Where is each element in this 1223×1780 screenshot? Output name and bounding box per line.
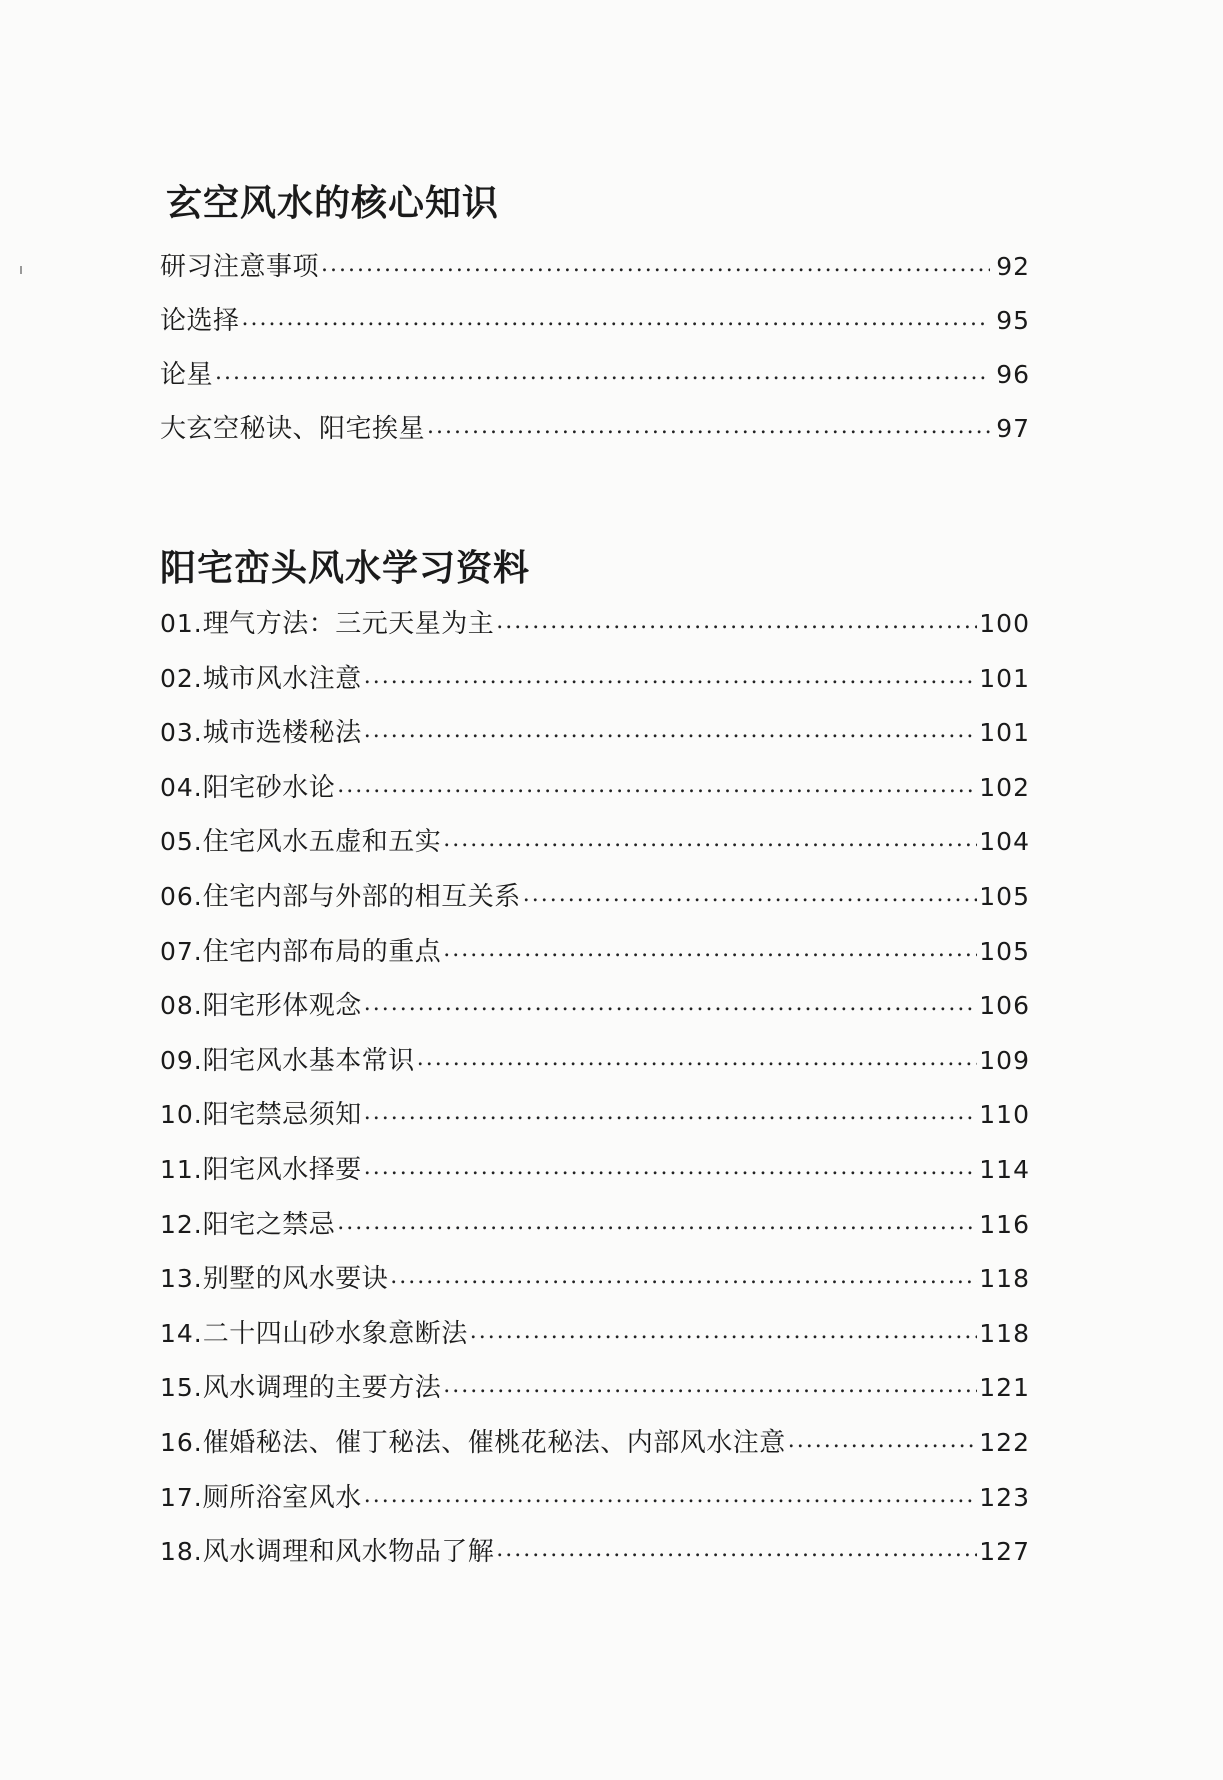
dot-leader — [242, 309, 990, 329]
toc-entry-number: 05. — [160, 827, 203, 857]
toc-entry-number: 10. — [160, 1100, 203, 1130]
toc-entry-title: 二十四山砂水象意断法 — [202, 1318, 468, 1349]
toc-entry-title: 风水调理的主要方法 — [202, 1373, 442, 1404]
toc-entry-page: 105 — [979, 881, 1030, 911]
toc-entry-page: 101 — [979, 718, 1030, 748]
toc-entry-title: 阳宅禁忌须知 — [202, 1100, 362, 1131]
toc-entry-number: 08. — [160, 991, 203, 1021]
section-title: 阳宅峦头风水学习资料 — [160, 548, 531, 589]
dot-leader — [364, 1486, 978, 1506]
toc-entry-title: 论选择 — [160, 306, 240, 336]
toc-entry-page: 121 — [979, 1373, 1030, 1403]
toc-section-yangzhai — [160, 545, 1030, 1586]
toc-entry-page: 122 — [979, 1427, 1030, 1457]
toc-entry[interactable] — [160, 408, 1030, 462]
toc-entry[interactable] — [160, 246, 1030, 300]
dot-leader — [523, 885, 978, 905]
dot-leader — [364, 667, 978, 687]
dot-leader — [788, 1431, 978, 1451]
dot-leader — [427, 417, 990, 437]
toc-entry-title: 风水调理和风水物品了解 — [202, 1537, 495, 1568]
toc-entry-number: 04. — [160, 772, 203, 802]
toc-entry-page: 100 — [979, 609, 1030, 638]
toc-entry-number: 17. — [160, 1482, 203, 1512]
toc-entry-number: 06. — [160, 881, 203, 911]
toc-entry[interactable] — [160, 1422, 1030, 1477]
toc-entry-title: 住宅内部布局的重点 — [202, 936, 442, 967]
toc-entry-number: 09. — [160, 1045, 203, 1075]
toc-entry-page: 95 — [996, 306, 1030, 335]
toc-entry[interactable] — [160, 876, 1030, 931]
toc-entry-title: 阳宅砂水论 — [202, 772, 336, 803]
toc-entry-number: 15. — [160, 1373, 203, 1403]
toc-entry-page: 106 — [979, 991, 1030, 1021]
toc-entry-number: 11. — [160, 1154, 203, 1184]
toc-entry-number: 03. — [160, 718, 203, 748]
toc-entry-title: 论星 — [160, 360, 214, 390]
toc-entry-page: 97 — [996, 414, 1030, 443]
toc-entry[interactable] — [160, 1204, 1030, 1259]
dot-leader — [215, 363, 990, 383]
dot-leader — [390, 1267, 977, 1287]
toc-entry[interactable] — [160, 767, 1030, 822]
toc-list — [160, 246, 1030, 462]
toc-entry-title: 理气方法：三元天星为主 — [202, 609, 495, 639]
toc-entry[interactable] — [160, 821, 1030, 876]
dot-leader — [417, 1049, 978, 1069]
toc-entry-number: 14. — [160, 1318, 203, 1348]
toc-entry[interactable] — [160, 931, 1030, 986]
toc-entry-title: 住宅内部与外部的相互关系 — [202, 881, 521, 912]
dot-leader — [364, 721, 978, 741]
dot-leader — [496, 1540, 977, 1560]
dot-leader — [443, 940, 977, 960]
section-title: 玄空风水的核心知识 — [166, 183, 500, 224]
toc-entry[interactable] — [160, 712, 1030, 767]
toc-entry-number: 02. — [160, 663, 203, 693]
dot-leader — [364, 1158, 978, 1178]
toc-entry[interactable] — [160, 1367, 1030, 1422]
dot-leader — [337, 776, 977, 796]
toc-entry-title: 研习注意事项 — [160, 252, 320, 282]
toc-entry-page: 96 — [996, 360, 1030, 389]
toc-entry-page: 123 — [979, 1482, 1030, 1512]
toc-entry-title: 住宅风水五虚和五实 — [202, 827, 442, 858]
toc-entry-title: 阳宅之禁忌 — [202, 1209, 336, 1240]
dot-leader — [337, 1213, 977, 1233]
dot-leader — [470, 1322, 978, 1342]
toc-entry-page: 116 — [979, 1209, 1030, 1239]
toc-entry-number: 12. — [160, 1209, 203, 1239]
toc-entry[interactable] — [160, 1477, 1030, 1532]
toc-entry-page: 102 — [979, 772, 1030, 802]
toc-entry-title: 催婚秘法、催丁秘法、催桃花秘法、内部风水注意 — [202, 1427, 786, 1458]
toc-entry-number: 18. — [160, 1537, 203, 1567]
toc-entry-number: 07. — [160, 936, 203, 966]
dot-leader — [364, 994, 978, 1014]
toc-entry-title: 城市风水注意 — [202, 663, 362, 694]
toc-entry-title: 阳宅形体观念 — [202, 991, 362, 1022]
toc-entry[interactable] — [160, 658, 1030, 713]
dot-leader — [443, 830, 977, 850]
toc-list — [160, 603, 1030, 1586]
toc-entry-page: 118 — [979, 1264, 1030, 1294]
toc-entry-page: 105 — [979, 936, 1030, 966]
toc-entry[interactable] — [160, 354, 1030, 408]
toc-entry[interactable] — [160, 1149, 1030, 1204]
toc-entry-page: 118 — [979, 1318, 1030, 1348]
toc-entry-number: 01. — [160, 609, 203, 638]
dot-leader — [364, 1103, 978, 1123]
toc-entry-title: 阳宅风水基本常识 — [202, 1045, 415, 1076]
toc-entry[interactable] — [160, 603, 1030, 658]
toc-entry[interactable] — [160, 1313, 1030, 1368]
toc-entry-title: 大玄空秘诀、阳宅挨星 — [160, 414, 426, 444]
toc-entry-page: 92 — [996, 252, 1030, 281]
toc-entry-title: 城市选楼秘法 — [202, 718, 362, 749]
toc-entry[interactable] — [160, 1531, 1030, 1586]
toc-entry-page: 101 — [979, 663, 1030, 693]
toc-entry-page: 127 — [979, 1537, 1030, 1567]
toc-entry-page: 110 — [979, 1100, 1030, 1130]
toc-entry-page: 104 — [979, 827, 1030, 857]
toc-entry-page: 109 — [979, 1045, 1030, 1075]
toc-entry-title: 厕所浴室风水 — [202, 1482, 362, 1513]
toc-entry[interactable] — [160, 300, 1030, 354]
toc-entry[interactable] — [160, 1094, 1030, 1149]
toc-entry-title: 别墅的风水要诀 — [202, 1264, 389, 1295]
dot-leader — [443, 1376, 977, 1396]
toc-section-xuankong — [160, 180, 1030, 462]
toc-entry-number: 16. — [160, 1427, 203, 1457]
dot-leader — [496, 612, 977, 632]
toc-entry-page: 114 — [979, 1154, 1030, 1184]
dot-leader — [321, 255, 990, 275]
toc-entry-number: 13. — [160, 1264, 203, 1294]
scan-speck — [20, 266, 22, 274]
toc-entry[interactable] — [160, 1040, 1030, 1095]
toc-entry-title: 阳宅风水择要 — [202, 1154, 362, 1185]
toc-entry[interactable] — [160, 985, 1030, 1040]
toc-entry[interactable] — [160, 1258, 1030, 1313]
